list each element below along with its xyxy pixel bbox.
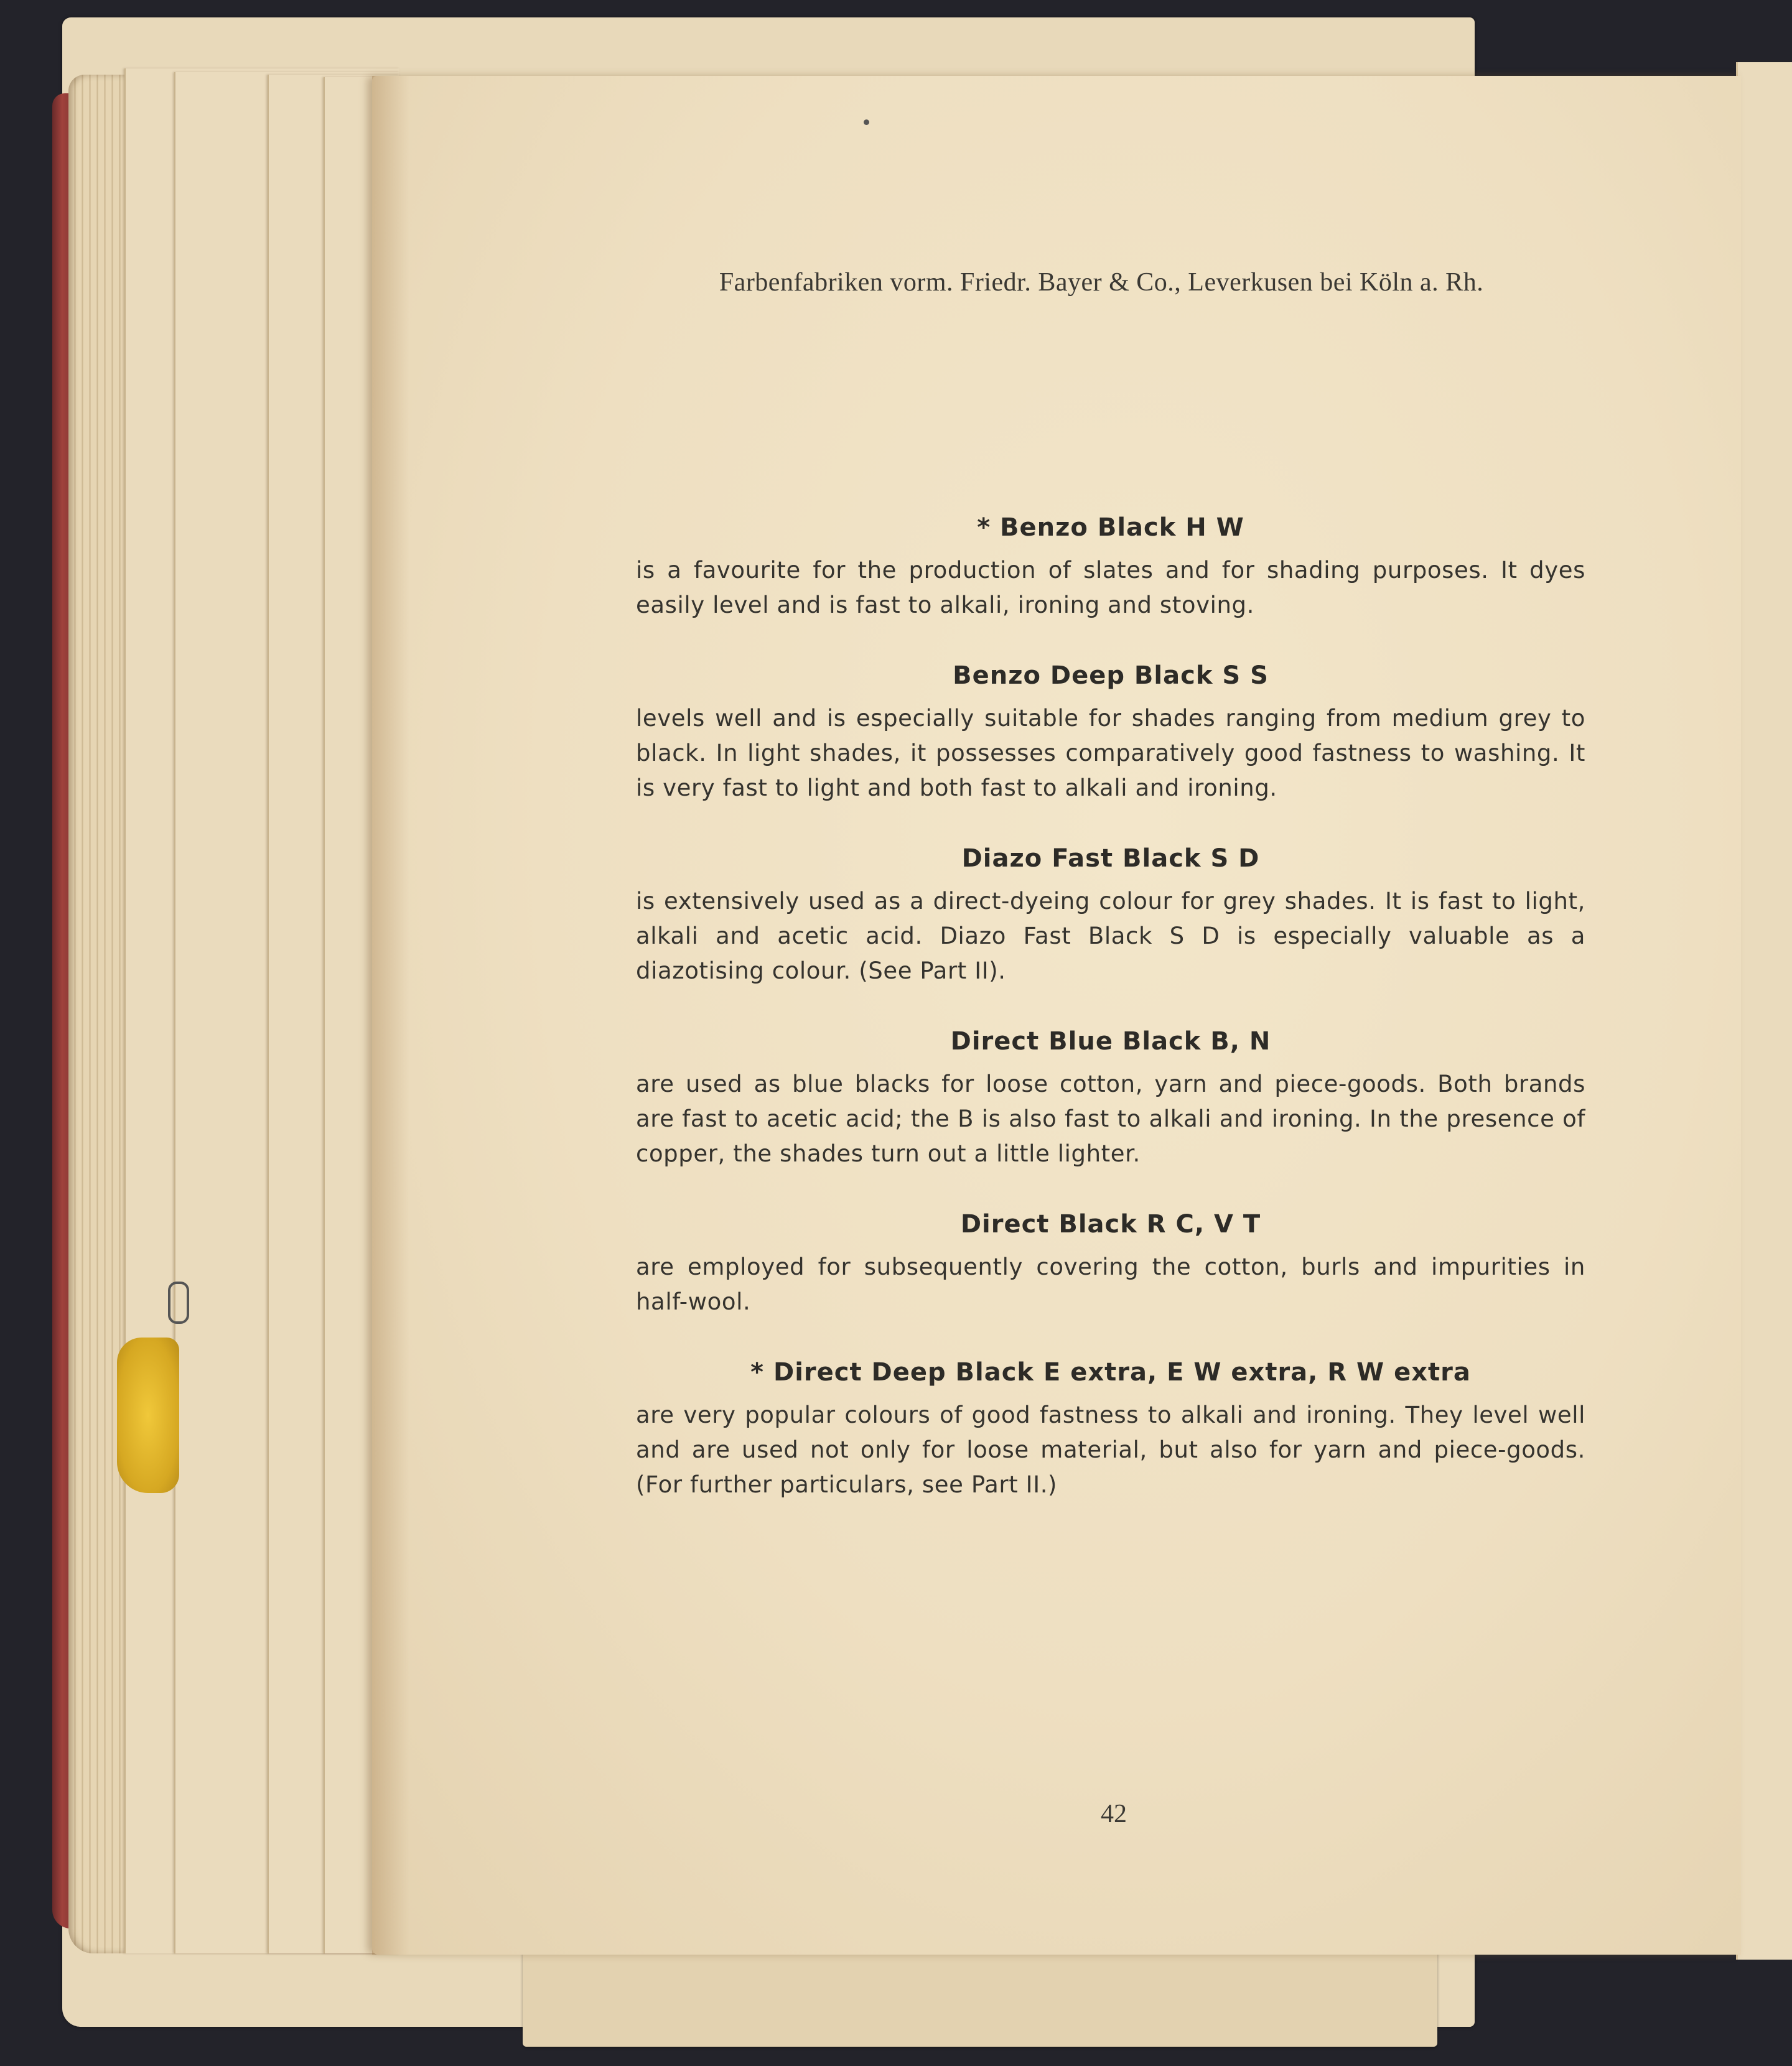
book-bottom-sheet	[523, 1941, 1437, 2047]
entry-title: * Direct Deep Black E extra, E W extra, R W extra	[750, 1358, 1471, 1387]
ink-dot	[864, 119, 869, 125]
yellow-page-marker	[117, 1338, 179, 1493]
running-head: Farbenfabriken vorm. Friedr. Bayer & Co., Leverkusen bei Köln a. Rh.	[719, 268, 1484, 297]
dye-entry	[636, 844, 1585, 989]
entry-body: are employed for subsequently covering the cotton, burls and impurities in half-wool.	[636, 1254, 1585, 1315]
entry-title: * Benzo Black H W	[977, 513, 1244, 542]
entry-body: are used as blue blacks for loose cotton, yarn and piece-goods. Both brands are fast to acetic acid; the B is also fast to alkali and ironing. In the presence of copper, the shades turn out a little lighter.	[636, 1071, 1585, 1167]
entry-title: Benzo Deep Black S S	[953, 661, 1269, 690]
dye-entry	[636, 1210, 1585, 1319]
page-content	[636, 513, 1585, 1541]
dye-entry	[636, 661, 1585, 806]
facing-page-edge	[1736, 62, 1792, 1960]
dye-entry	[636, 1027, 1585, 1171]
page-edges-stack	[68, 75, 398, 1953]
entry-body: are very popular colours of good fastness to alkali and ironing. They level well and are used not only for loose material, but also for yarn and piece-goods. (For further particulars, see Part II.)	[636, 1402, 1585, 1498]
entry-title: Direct Blue Black B, N	[950, 1027, 1271, 1056]
dye-entry	[636, 1358, 1585, 1502]
binding-wire	[168, 1282, 189, 1324]
entry-title: Diazo Fast Black S D	[961, 844, 1260, 873]
dye-entry	[636, 513, 1585, 623]
entry-body: is a favourite for the production of slates and for shading purposes. It dyes easily level and is fast to alkali, ironing and stoving.	[636, 557, 1585, 618]
page-number: 42	[1101, 1800, 1127, 1828]
entry-title: Direct Black R C, V T	[960, 1210, 1261, 1239]
entry-body: is extensively used as a direct-dyeing colour for grey shades. It is fast to light, alkali and acetic acid. Diazo Fast Black S D is especially valuable as a diazotising colour. (See Part II).	[636, 888, 1585, 984]
page-gutter-shadow	[372, 76, 409, 1955]
entry-body: levels well and is especially suitable for shades ranging from medium grey to black. In light shades, it possesses comparatively good fastness to washing. It is very fast to light and both fast to alkali and ironing.	[636, 705, 1585, 801]
